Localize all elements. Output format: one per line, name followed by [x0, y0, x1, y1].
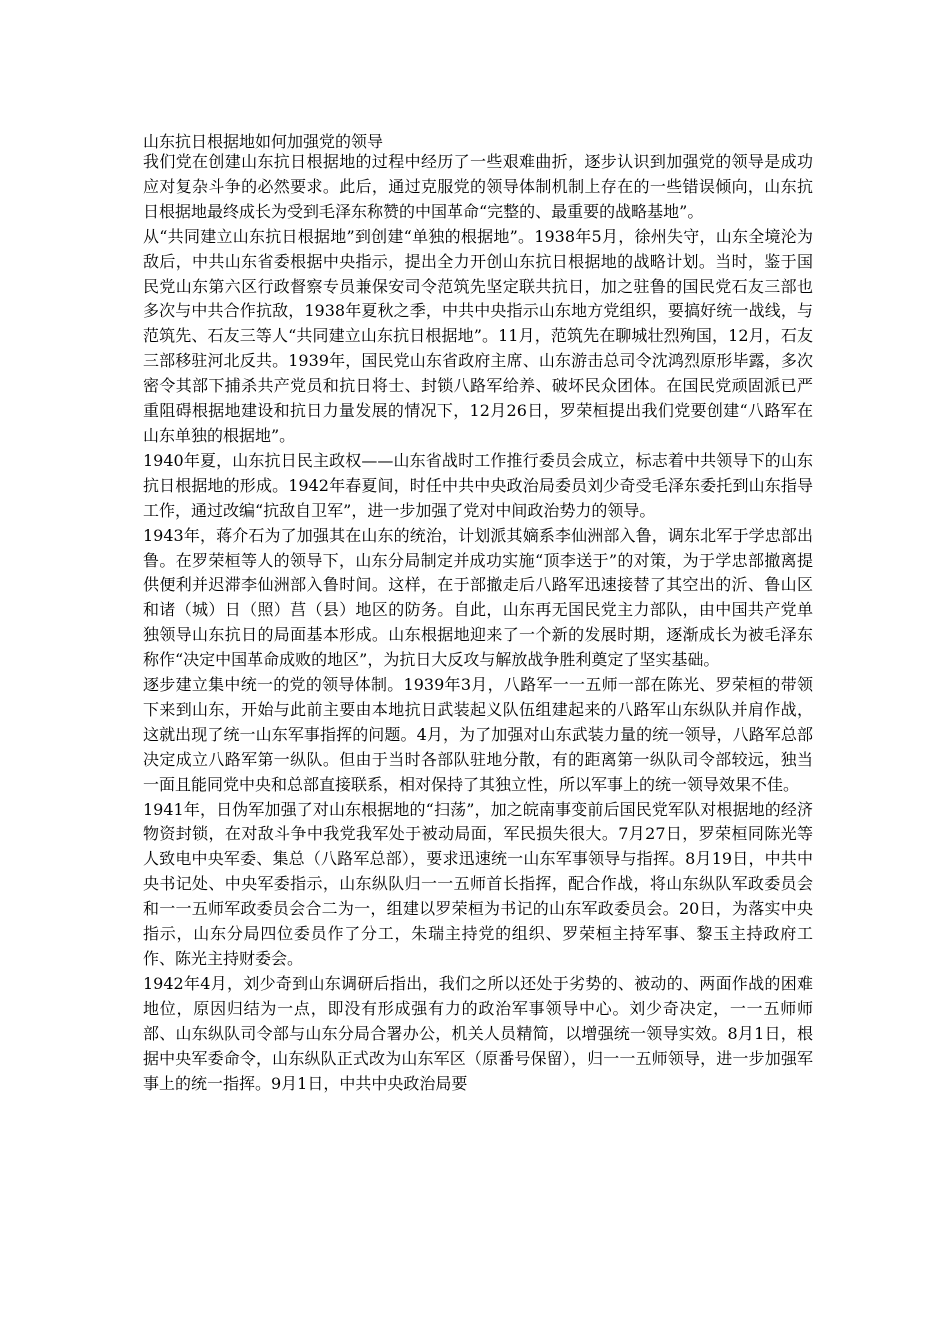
document-title: 山东抗日根据地如何加强党的领导 — [143, 132, 384, 151]
paragraph-1943: 1943年，蒋介石为了加强其在山东的统治，计划派其嫡系李仙洲部入鲁，调东北军于学忠部出鲁。在罗荣桓等人的领导下，山东分局制定并成功实施“顶李送于”的对策，为于学忠部撤离提供便利并迟滞李仙洲部入鲁时间。这样，在于部撤走后八路军迅速接替了其空出的沂、鲁山区和诸（城）日（照）莒（县）地区的防务。自此，山东再无国民党主力部队，由中国共产党单独领导山东抗日的局面基本形成。山东根据地迎来了一个新的发展时期，逐渐成长为被毛泽东称作“决定中国革命成败的地区”，为抗日大反攻与解放战争胜利奠定了坚实基础。 — [143, 525, 813, 670]
paragraph-1940-summer: 1940年夏，山东抗日民主政权——山东省战时工作推行委员会成立，标志着中共领导下的山东抗日根据地的形成。1942年春夏间，时任中共中央政治局委员刘少奇受毛泽东委托到山东指导工作，通过改编“抗敌自卫军”，进一步加强了党对中间政治势力的领导。 — [143, 450, 813, 520]
paragraph-1941: 1941年，日伪军加强了对山东根据地的“扫荡”，加之皖南事变前后国民党军队对根据地的经济物资封锁，在对敌斗争中我党我军处于被动局面，军民损失很大。7月27日，罗荣桓同陈光等人致电中央军委、集总（八路军总部），要求迅速统一山东军事领导与指挥。8月19日，中共中央书记处、中央军委指示，山东纵队归一一五师首长指挥，配合作战，将山东纵队军政委员会和一一五师军政委员会合二为一，组建以罗荣桓为书记的山东军政委员会。20日，为落实中央指示，山东分局四位委员作了分工，朱瑞主持党的组织、罗荣桓主持军事、黎玉主持政府工作、陈光主持财委会。 — [143, 799, 813, 968]
paragraph-1942: 1942年4月，刘少奇到山东调研后指出，我们之所以还处于劣势的、被动的、两面作战的困难地位，原因归结为一点，即没有形成强有力的政治军事领导中心。刘少奇决定，一一五师师部、山东纵队司令部与山东分局合署办公，机关人员精简，以增强统一领导实效。8月1日，根据中央军委命令，山东纵队正式改为山东军区（原番号保留），归一一五师领导，进一步加强军事上的统一指挥。9月1日，中共中央政治局要 — [143, 973, 813, 1093]
paragraph-intro: 我们党在创建山东抗日根据地的过程中经历了一些艰难曲折，逐步认识到加强党的领导是成功应对复杂斗争的必然要求。此后，通过克服党的领导体制机制上存在的一些错误倾向，山东抗日根据地最终成长为受到毛泽东称赞的中国革命“完整的、最重要的战略基地”。 — [143, 152, 813, 221]
paragraph-separate-base: 从“共同建立山东抗日根据地”到创建“单独的根据地”。1938年5月，徐州失守，山东全境沦为敌后，中共山东省委根据中央指示，提出全力开创山东抗日根据地的战略计划。当时，鉴于国民党山东第六区行政督察专员兼保安司令范筑先坚定联共抗日，加之驻鲁的国民党石友三部也多次与中共合作抗敌，1938年夏秋之季，中共中央指示山东地方党组织，要搞好统一战线，与范筑先、石友三等人“共同建立山东抗日根据地”。11月，范筑先在聊城壮烈殉国，12月，石友三部移驻河北反共。1939年，国民党山东省政府主席、山东游击总司令沈鸿烈原形毕露，多次密令其部下捕杀共产党员和抗日将士、封锁八路军给养、破坏民众团体。在国民党顽固派已严重阻碍根据地建设和抗日力量发展的情况下，12月26日，罗荣桓提出我们党要创建“八路军在山东单独的根据地”。 — [143, 226, 813, 445]
paragraph-unified-leadership: 逐步建立集中统一的党的领导体制。1939年3月，八路军一一五师一部在陈光、罗荣桓的带领下来到山东，开始与此前主要由本地抗日武装起义队伍组建起来的八路军山东纵队并肩作战，这就出现了统一山东军事指挥的问题。4月，为了加强对山东武装力量的统一领导，八路军总部决定成立八路军第一纵队。但由于当时各部队驻地分散，有的距离第一纵队司令部较远，独当一面且能同党中央和总部直接联系，相对保持了其独立性，所以军事上的统一领导效果不佳。 — [143, 675, 813, 794]
document-page — [143, 0, 813, 1344]
document-body — [143, 150, 813, 1096]
